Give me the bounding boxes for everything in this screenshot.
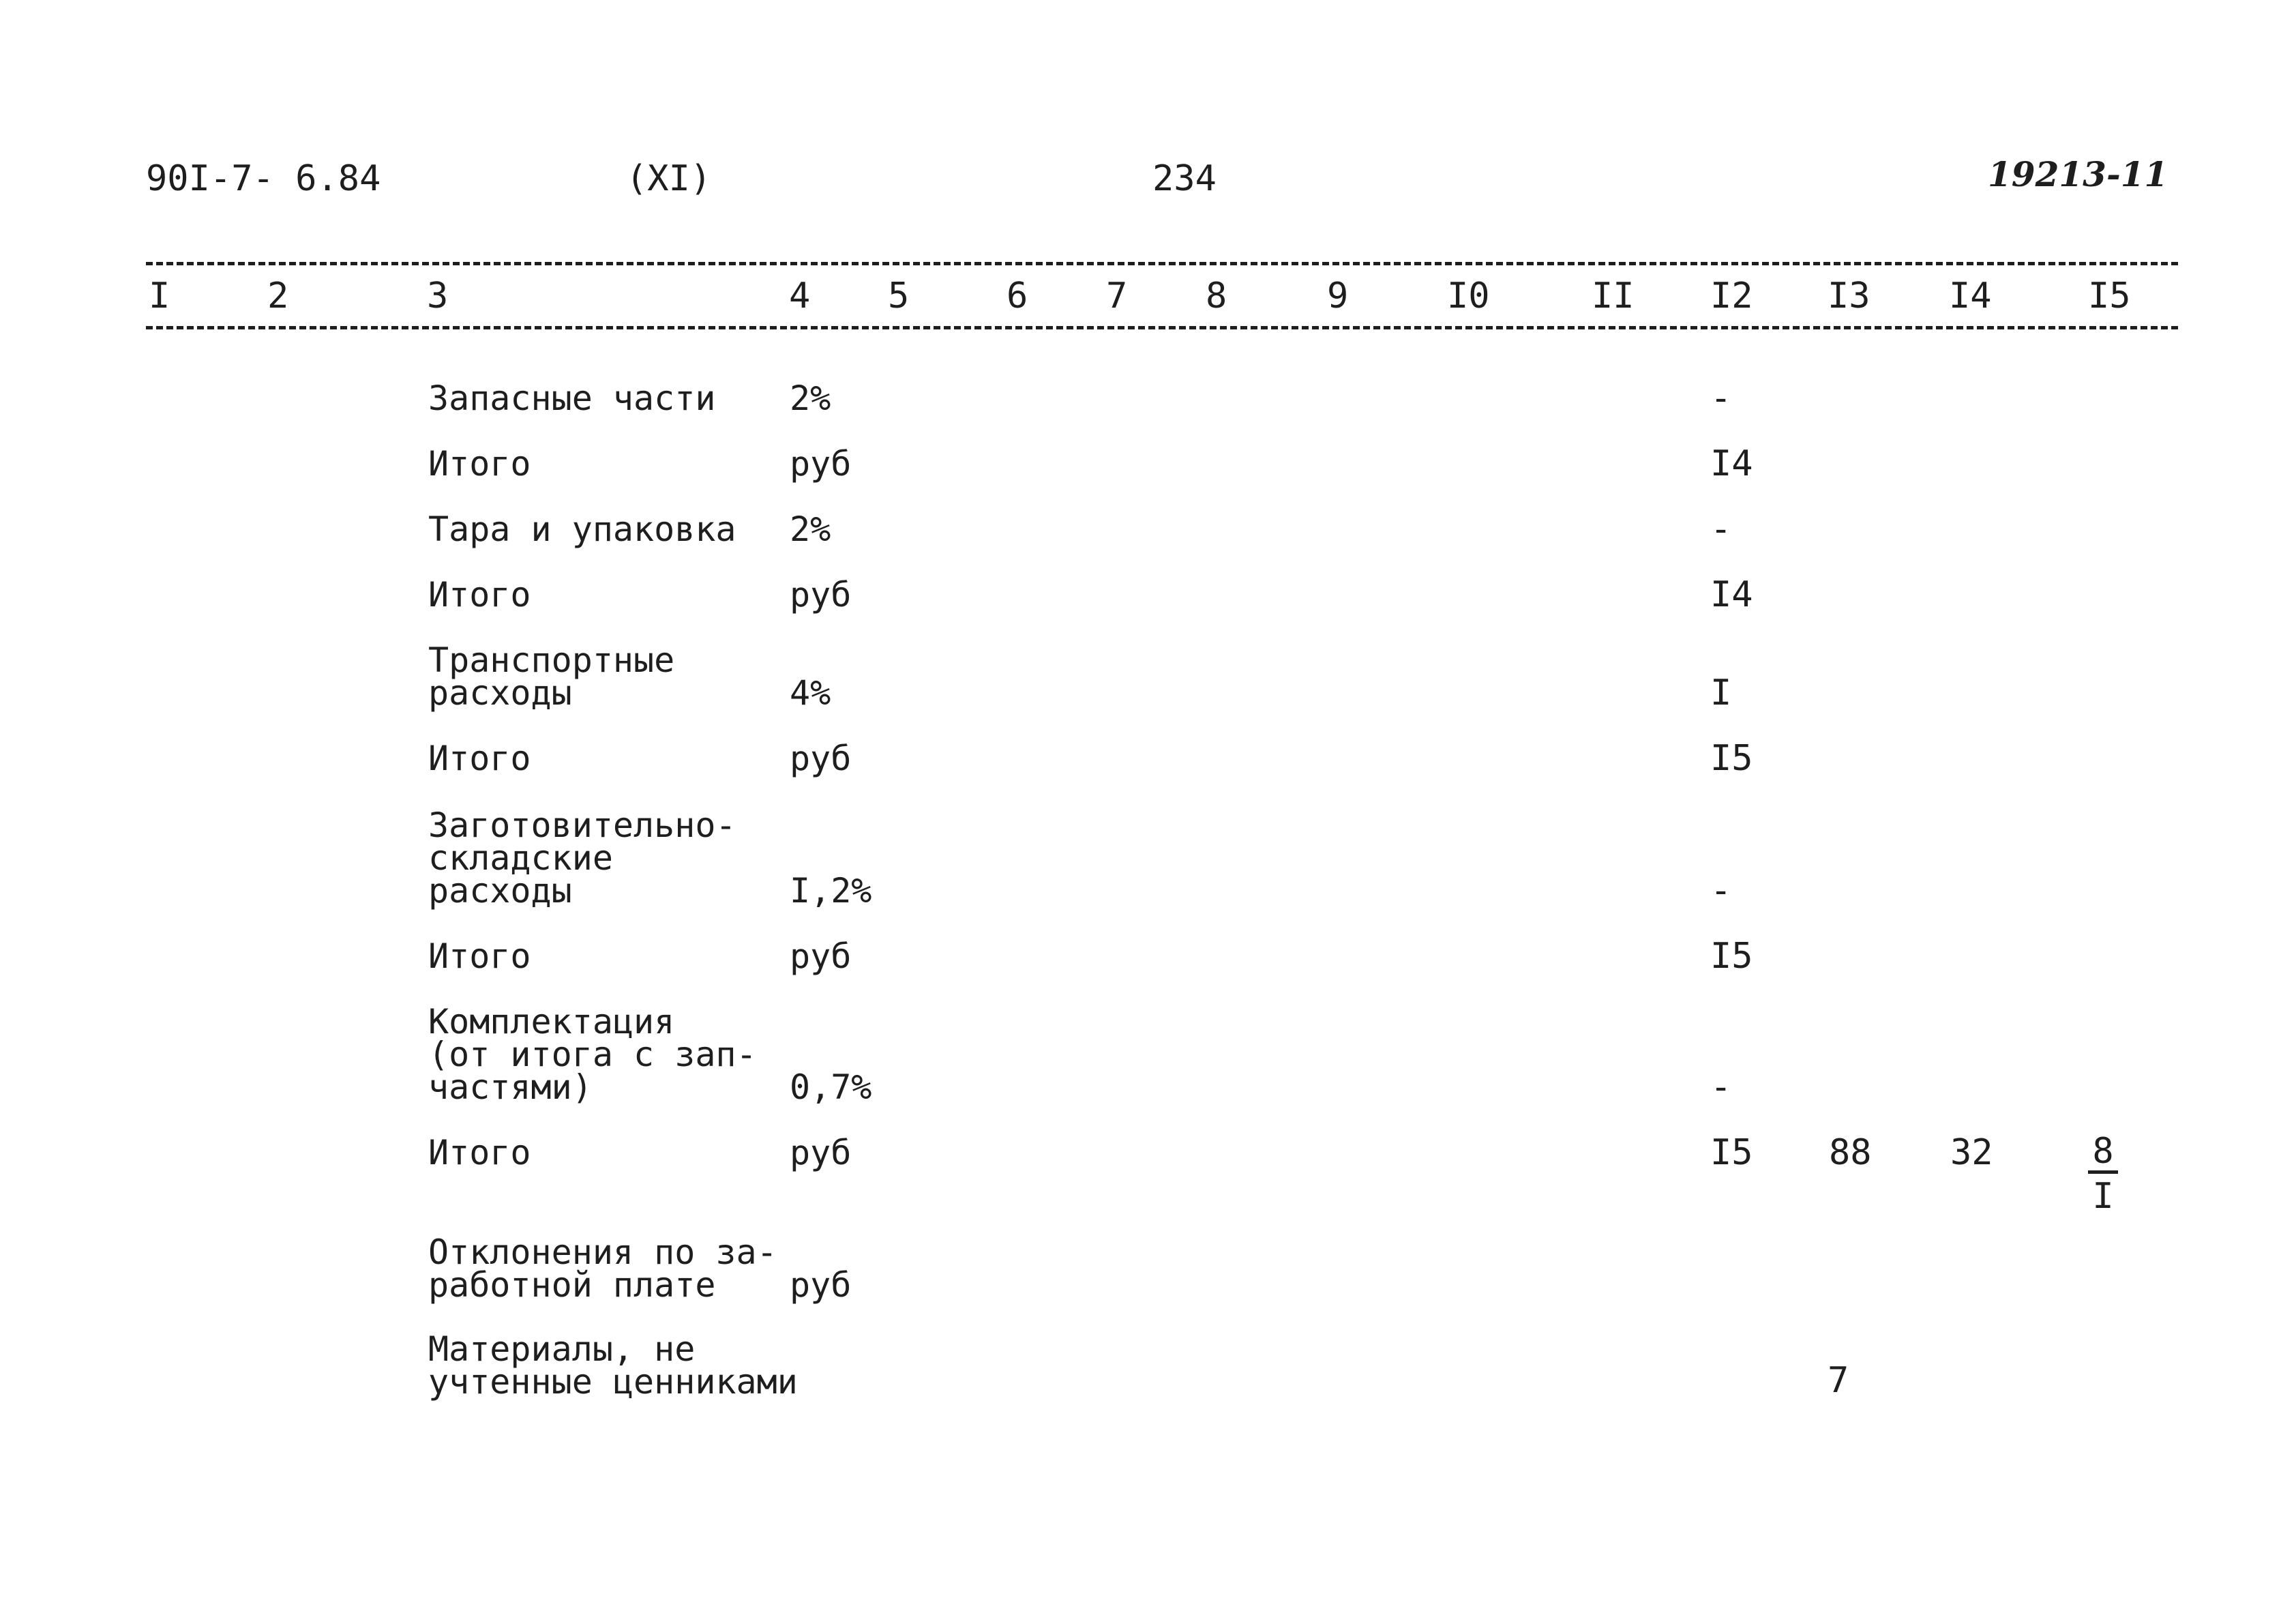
row-unit: руб (790, 936, 852, 976)
row-unit: руб (790, 444, 852, 484)
column-header-5: 5 (888, 276, 910, 316)
row-value-col12: I4 (1710, 574, 1753, 615)
column-header-15: I5 (2088, 276, 2131, 316)
row-label: Тара и упаковка (428, 509, 736, 549)
row-unit: руб (790, 739, 852, 778)
row-label: Итого (428, 739, 531, 778)
row-unit: руб (790, 1133, 852, 1172)
row-value-col12: - (1710, 509, 1732, 550)
column-header-14: I4 (1949, 276, 1992, 316)
handwritten-reference: 19213-11 (1988, 154, 2168, 194)
row-unit: руб (790, 575, 852, 615)
row-label: Отклонения по за- работной плате (428, 1232, 777, 1305)
column-header-4: 4 (789, 276, 811, 316)
row-label: Транспортные расходы (428, 640, 675, 713)
row-value-col12: I4 (1710, 443, 1753, 484)
row-value-col14: 32 (1950, 1132, 1993, 1173)
row-label: Итого (428, 575, 531, 615)
row-value-col12: I (1710, 673, 1732, 713)
row-unit: руб (790, 1265, 852, 1305)
column-header-1: I (149, 276, 170, 316)
row-rate: 0,7% (790, 1067, 872, 1107)
column-header-11: II (1592, 276, 1635, 316)
row-rate: 2% (790, 379, 831, 418)
section-number: (XI) (626, 158, 712, 199)
row-rate: 2% (790, 509, 831, 549)
dashed-rule-top (146, 262, 2178, 265)
row-label: Материалы, не учтенные ценниками (428, 1329, 798, 1402)
column-header-3: 3 (427, 276, 449, 316)
row-label: Комплектация (от итога с зап- частями) (428, 1002, 757, 1107)
row-label: Запасные части (428, 379, 716, 418)
row-rate: I,2% (790, 871, 872, 911)
row-label: Итого (428, 444, 531, 484)
row-value-col12: I5 (1710, 936, 1753, 977)
column-header-9: 9 (1327, 276, 1349, 316)
column-header-12: I2 (1710, 276, 1753, 316)
fraction-numerator: 8 (2088, 1132, 2118, 1174)
row-value-col12: - (1710, 378, 1732, 419)
row-value-col12: I5 (1710, 1132, 1753, 1173)
dashed-rule-bottom (146, 326, 2178, 329)
row-label: Итого (428, 936, 531, 976)
row-value-col15-fraction (2088, 1132, 2118, 1219)
column-header-10: I0 (1447, 276, 1490, 316)
column-header-13: I3 (1828, 276, 1870, 316)
page-number: 234 (1152, 158, 1217, 199)
column-header-2: 2 (267, 276, 289, 316)
row-label: Итого (428, 1133, 531, 1172)
row-value-col13: 88 (1829, 1132, 1872, 1173)
row-value-col13: 7 (1828, 1360, 1849, 1401)
column-header-7: 7 (1106, 276, 1128, 316)
document-code: 90I-7- 6.84 (146, 158, 381, 199)
row-value-col12: - (1710, 1067, 1732, 1108)
row-label: Заготовительно- складские расходы (428, 806, 736, 911)
fraction-denominator: I (2092, 1176, 2114, 1217)
row-rate: 4% (790, 673, 831, 713)
column-header-8: 8 (1206, 276, 1227, 316)
row-value-col12: - (1710, 870, 1732, 911)
row-value-col12: I5 (1710, 738, 1753, 779)
column-header-6: 6 (1007, 276, 1028, 316)
